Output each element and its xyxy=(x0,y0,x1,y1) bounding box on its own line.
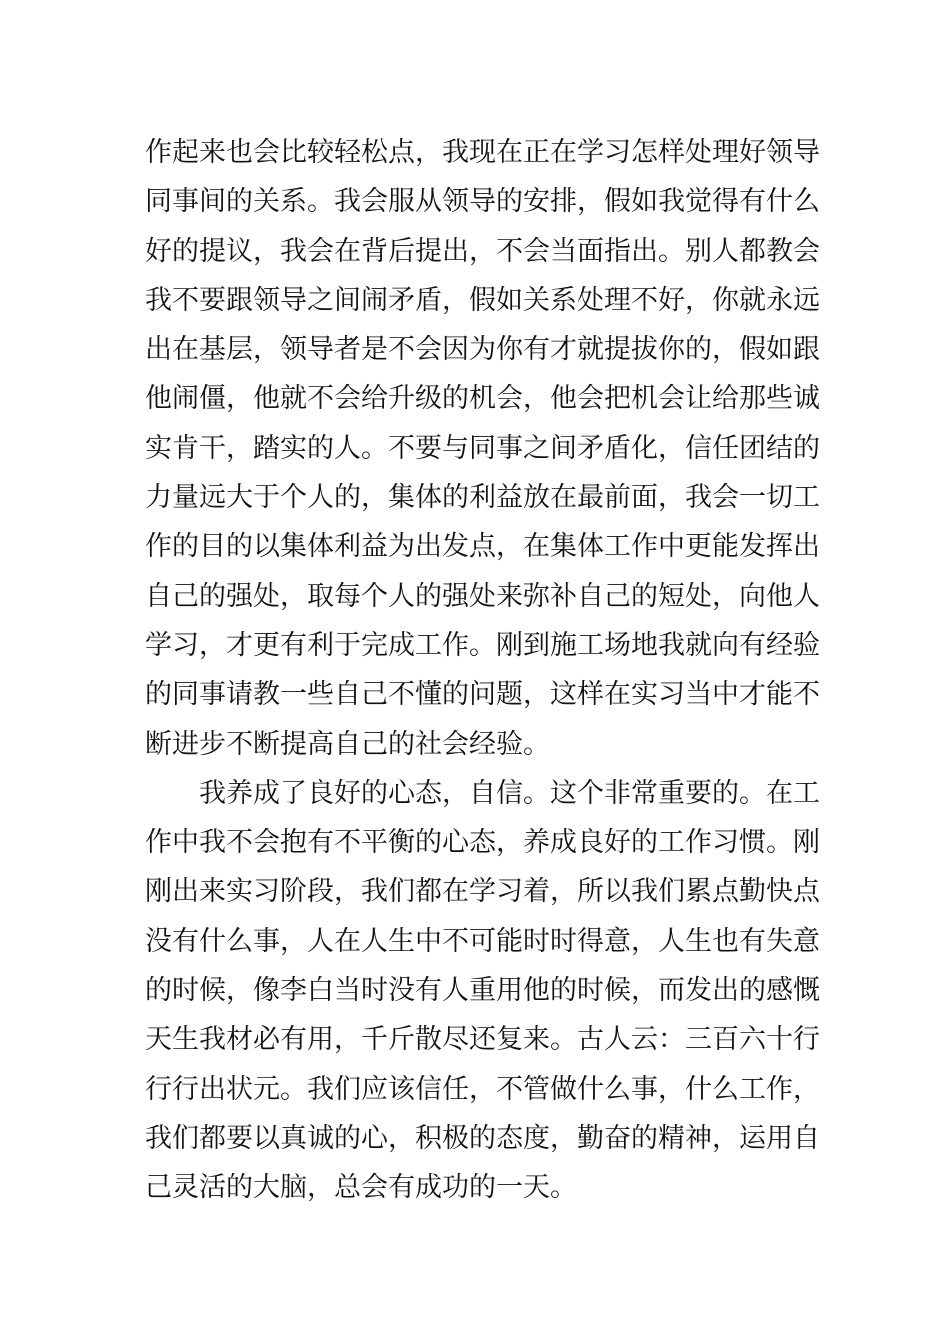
text-line: 的同事请教一些自己不懂的问题，这样在实习当中才能不 xyxy=(145,679,820,711)
text-line: 好的提议，我会在背后提出，不会当面指出。别人都教会 xyxy=(145,235,820,267)
text-line: 断进步不断提高自己的社会经验。 xyxy=(145,728,550,760)
text-line: 的时候，像李白当时没有人重用他的时候，而发出的感慨 xyxy=(145,975,820,1007)
paragraph-2 xyxy=(145,769,820,1213)
text-line: 学习，才更有利于完成工作。刚到施工场地我就向有经验 xyxy=(145,629,820,661)
text-line: 我不要跟领导之间闹矛盾，假如关系处理不好，你就永远 xyxy=(145,284,820,316)
text-line: 同事间的关系。我会服从领导的安排，假如我觉得有什么 xyxy=(145,186,820,218)
text-line: 作中我不会抱有不平衡的心态，养成良好的工作习惯。刚 xyxy=(145,827,820,859)
text-line: 我们都要以真诚的心，积极的态度，勤奋的精神，运用自 xyxy=(145,1122,820,1154)
text-line: 我养成了良好的心态，自信。这个非常重要的。在工 xyxy=(199,777,820,809)
text-line: 作的目的以集体利益为出发点，在集体工作中更能发挥出 xyxy=(145,531,820,563)
text-line: 刚出来实习阶段，我们都在学习着，所以我们累点勤快点 xyxy=(145,876,820,908)
text-line: 作起来也会比较轻松点，我现在正在学习怎样处理好领导 xyxy=(145,137,820,168)
body-text xyxy=(145,128,820,1213)
text-line: 出在基层，领导者是不会因为你有才就提拔你的，假如跟 xyxy=(145,334,820,366)
text-line: 己灵活的大脑，总会有成功的一天。 xyxy=(145,1172,577,1204)
paragraph-1 xyxy=(145,128,820,769)
text-line: 没有什么事，人在人生中不可能时时得意，人生也有失意 xyxy=(145,925,820,957)
text-line: 天生我材必有用，千斤散尽还复来。古人云：三百六十行 xyxy=(145,1024,820,1056)
text-line: 力量远大于个人的，集体的利益放在最前面，我会一切工 xyxy=(145,482,820,514)
text-line: 实肯干，踏实的人。不要与同事之间矛盾化，信任团结的 xyxy=(145,432,820,464)
text-line: 他闹僵，他就不会给升级的机会，他会把机会让给那些诚 xyxy=(145,383,820,415)
text-line: 行行出状元。我们应该信任，不管做什么事，什么工作， xyxy=(145,1073,820,1105)
text-line: 自己的强处，取每个人的强处来弥补自己的短处，向他人 xyxy=(145,580,820,612)
